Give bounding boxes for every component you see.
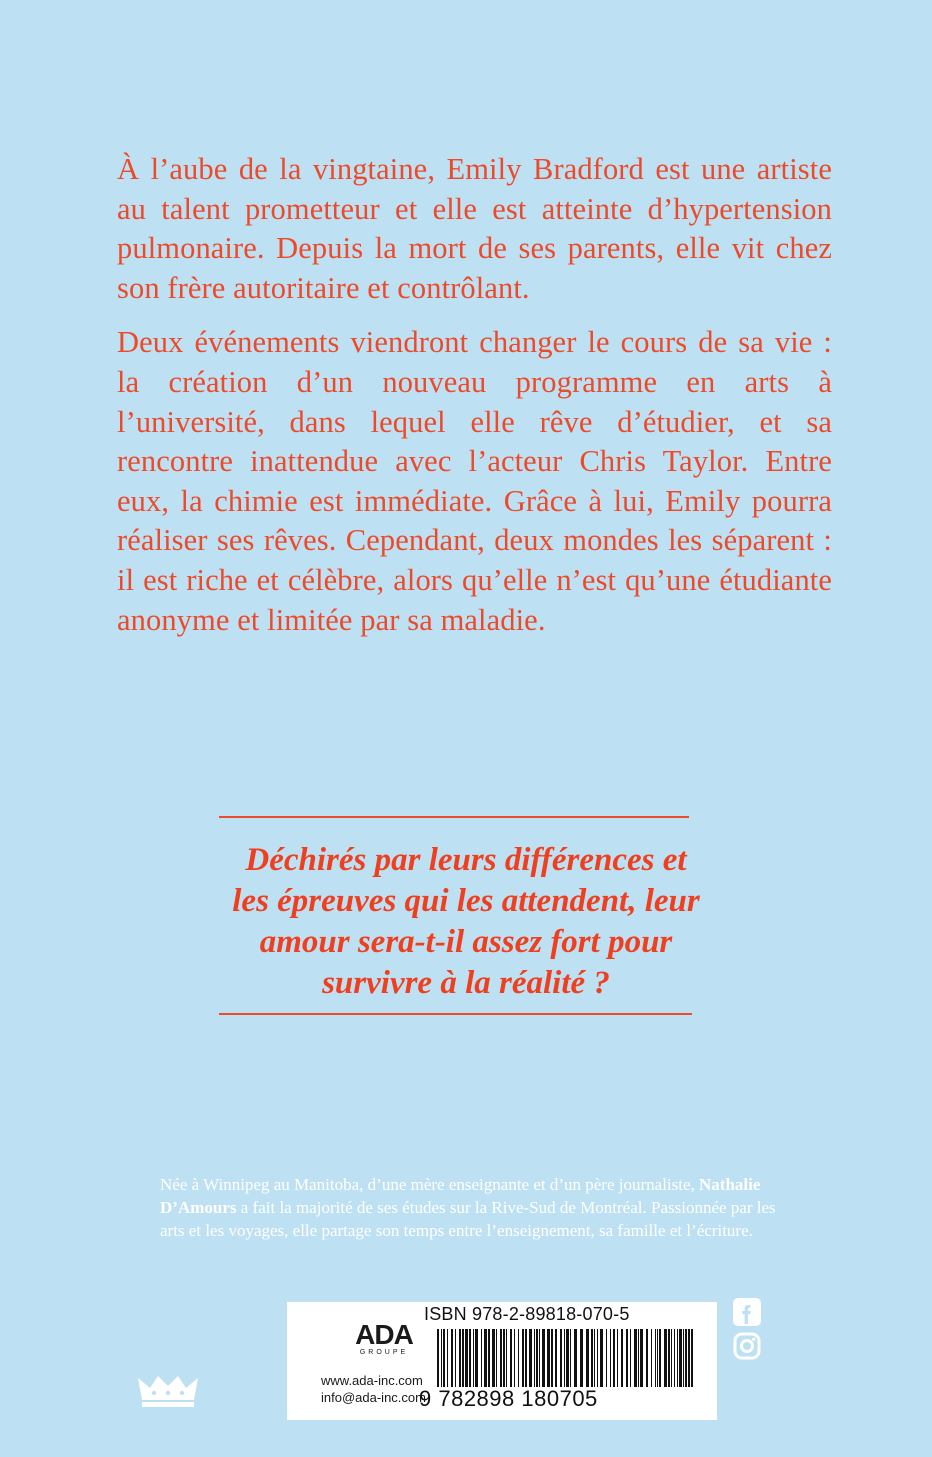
barcode-bar bbox=[659, 1329, 661, 1387]
isbn-label: ISBN 978-2-89818-070-5 bbox=[424, 1304, 630, 1324]
barcode-bar bbox=[634, 1329, 637, 1387]
barcode-bar bbox=[679, 1329, 682, 1387]
barcode-bar bbox=[657, 1329, 658, 1387]
barcode-bar bbox=[606, 1329, 607, 1387]
barcode-bar bbox=[683, 1329, 684, 1387]
ada-logo-text: ADA bbox=[355, 1319, 413, 1350]
tagline-line-1: Déchirés par leurs différences et bbox=[245, 842, 687, 878]
barcode-bar bbox=[617, 1329, 618, 1387]
barcode-bar bbox=[503, 1329, 505, 1387]
barcode-bar bbox=[465, 1329, 468, 1387]
barcode-bar bbox=[514, 1329, 515, 1387]
author-name: Nathalie D’Amours bbox=[160, 1175, 761, 1217]
tagline bbox=[100, 840, 832, 1004]
barcode-bar bbox=[646, 1329, 648, 1387]
facebook-icon[interactable] bbox=[732, 1297, 762, 1327]
ada-logo-subtext: GROUPE bbox=[359, 1349, 409, 1356]
barcode-bar bbox=[496, 1329, 497, 1387]
barcode-bar bbox=[441, 1329, 442, 1387]
publisher-contact bbox=[321, 1372, 426, 1406]
author-bio-text-2: a fait la majorité de ses études sur la Rive-Sud de Montréal. Passionnée par les arts et les voyages, elle partage son temps entre l’enseignement, sa famille et l’écriture. bbox=[160, 1198, 776, 1240]
barcode-bar bbox=[534, 1329, 535, 1387]
barcode-bar bbox=[455, 1329, 456, 1387]
barcode-bar bbox=[671, 1329, 672, 1387]
barcode-bar bbox=[542, 1329, 545, 1387]
barcode-bar bbox=[664, 1329, 667, 1387]
barcode-bar bbox=[500, 1329, 502, 1387]
barcode-bar bbox=[586, 1329, 589, 1387]
barcode-bar bbox=[525, 1329, 527, 1387]
barcode-bar bbox=[437, 1329, 439, 1387]
blurb-paragraph-2: Deux événements viendront changer le cours de sa vie : la création d’un nouveau programme en arts à l’université, dans lequel elle rêve d’étudier, et sa rencontre inattendue avec l’acteur Chris Taylor. Entre eux, la chimie est immédiate. Grâce à lui, Emily pourra réaliser ses rêves. Cependant, deux mondes les séparent : il est riche et célèbre, alors qu’elle n’est qu’une étudiante anonyme et limitée par sa maladie. bbox=[117, 325, 832, 637]
barcode-bar bbox=[473, 1329, 474, 1387]
crown-logo-icon bbox=[136, 1372, 200, 1408]
barcode-bar bbox=[570, 1329, 571, 1387]
barcode-bar bbox=[655, 1329, 656, 1387]
isbn-barcode bbox=[437, 1329, 699, 1387]
barcode-bar bbox=[640, 1329, 643, 1387]
barcode-bar bbox=[551, 1329, 553, 1387]
blurb-paragraph-1: À l’aube de la vingtaine, Emily Bradford est une artiste au talent prometteur et elle est atteinte d’hypertension pulmonaire. Depuis la mort de ses parents, elle vit chez son frère autoritaire et contrôlant. bbox=[117, 152, 832, 305]
barcode-bar bbox=[597, 1329, 598, 1387]
divider-top bbox=[219, 816, 689, 818]
barcode-bar bbox=[610, 1329, 611, 1387]
barcode-bar bbox=[492, 1329, 495, 1387]
barcode-bar bbox=[580, 1329, 583, 1387]
barcode-bar bbox=[668, 1329, 670, 1387]
barcode-bar bbox=[560, 1329, 562, 1387]
barcode-bar bbox=[674, 1329, 675, 1387]
barcode-bar bbox=[651, 1329, 652, 1387]
barcode-bar bbox=[574, 1329, 577, 1387]
ada-groupe-logo bbox=[349, 1319, 419, 1357]
barcode-bar bbox=[484, 1329, 487, 1387]
author-bio bbox=[160, 1173, 800, 1242]
barcode-bar bbox=[506, 1329, 507, 1387]
publisher-email: info@ada-inc.com bbox=[321, 1390, 426, 1405]
book-blurb bbox=[117, 150, 832, 640]
author-bio-text-1: Née à Winnipeg au Manitoba, d’une mère enseignante et d’un père journaliste, bbox=[160, 1175, 700, 1194]
barcode-bar bbox=[510, 1329, 512, 1387]
tagline-line-3: amour sera-t-il assez fort pour bbox=[259, 924, 673, 960]
barcode-bar bbox=[469, 1329, 471, 1387]
tagline-line-4: survivre à la réalité ? bbox=[322, 965, 610, 1001]
barcode-bar bbox=[539, 1329, 540, 1387]
barcode-bar bbox=[459, 1329, 461, 1387]
barcode-bar bbox=[685, 1329, 687, 1387]
barcode-bar bbox=[613, 1329, 615, 1387]
barcode-bar bbox=[443, 1329, 445, 1387]
barcode-bar bbox=[626, 1329, 628, 1387]
barcode-bar bbox=[591, 1329, 593, 1387]
divider-bottom bbox=[219, 1013, 692, 1015]
barcode-bar bbox=[488, 1329, 490, 1387]
barcode-bar bbox=[688, 1329, 690, 1387]
barcode-bar bbox=[564, 1329, 565, 1387]
barcode-bar bbox=[600, 1329, 603, 1387]
barcode-bar bbox=[566, 1329, 569, 1387]
barcode-bar bbox=[475, 1329, 478, 1387]
barcode-bar bbox=[621, 1329, 623, 1387]
publisher-imprint-box bbox=[287, 1302, 717, 1420]
barcode-bar bbox=[547, 1329, 550, 1387]
instagram-icon[interactable] bbox=[732, 1331, 762, 1361]
barcode-bar bbox=[529, 1329, 532, 1387]
tagline-line-2: les épreuves qui les attendent, leur bbox=[232, 883, 700, 919]
barcode-bar bbox=[691, 1329, 693, 1387]
barcode-bar bbox=[594, 1329, 595, 1387]
barcode-bar bbox=[638, 1329, 639, 1387]
barcode-bar bbox=[630, 1329, 631, 1387]
barcode-bar bbox=[522, 1329, 524, 1387]
barcode-bar bbox=[481, 1329, 482, 1387]
barcode-bar bbox=[451, 1329, 453, 1387]
barcode-digits: 9 782898 180705 bbox=[419, 1386, 598, 1411]
publisher-website: www.ada-inc.com bbox=[321, 1373, 423, 1388]
barcode-bar bbox=[536, 1329, 538, 1387]
barcode-bar bbox=[677, 1329, 678, 1387]
barcode-bar bbox=[518, 1329, 519, 1387]
barcode-bar bbox=[462, 1329, 464, 1387]
barcode-bar bbox=[447, 1329, 448, 1387]
barcode-bar bbox=[555, 1329, 557, 1387]
